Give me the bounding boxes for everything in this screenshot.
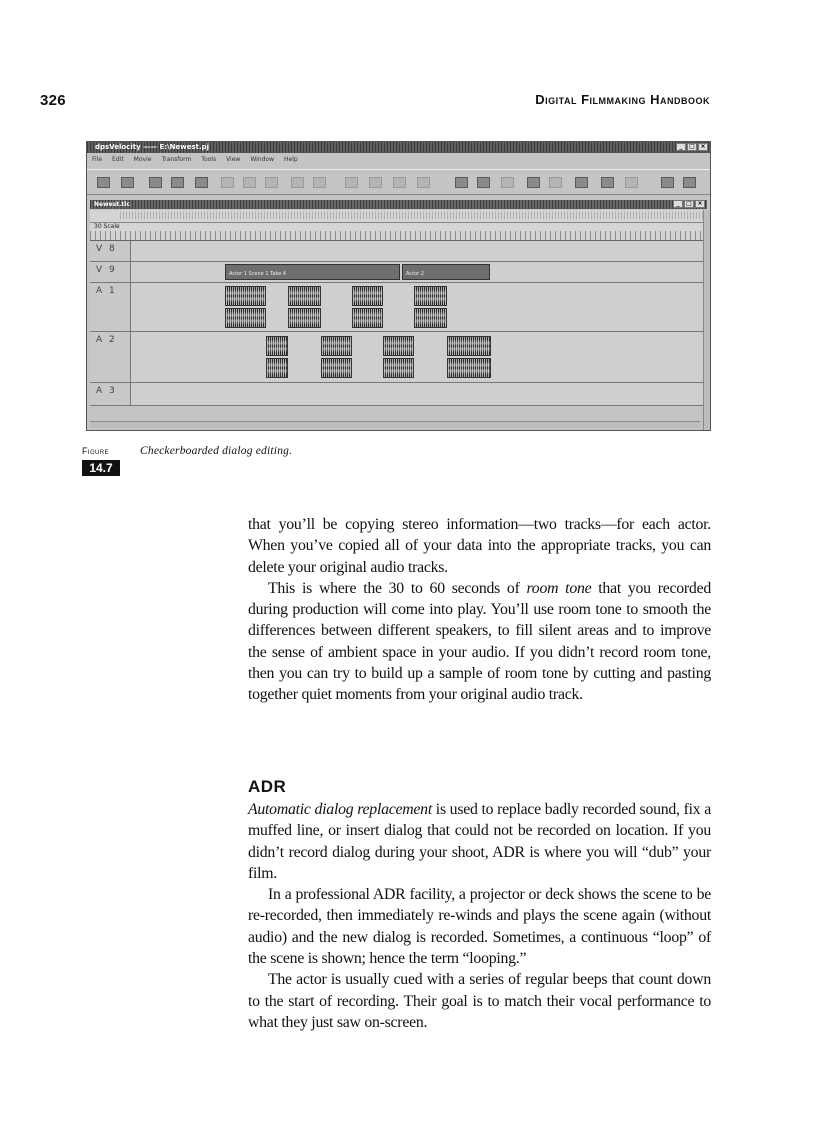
horizontal-scrollbar[interactable] [90, 421, 700, 428]
audio-clip[interactable] [352, 308, 383, 328]
figure-label: Figure [82, 446, 109, 456]
new-project-icon[interactable] [97, 177, 110, 188]
track-label: A 3 [96, 386, 117, 396]
save-as-icon[interactable] [171, 177, 184, 188]
video-clip[interactable] [402, 264, 490, 280]
transition-icon[interactable] [477, 177, 490, 188]
menu-view[interactable]: View [226, 156, 241, 163]
audio-clip[interactable] [414, 286, 447, 306]
body-text-before [248, 514, 711, 706]
menu-bar [87, 154, 710, 165]
audio-clip[interactable] [447, 336, 491, 356]
figure-caption: Checkerboarded dialog editing. [140, 445, 293, 457]
open-project-icon[interactable] [121, 177, 134, 188]
audio-clip[interactable] [288, 286, 321, 306]
audio-clip[interactable] [414, 308, 447, 328]
section-heading: ADR [248, 777, 287, 796]
toolbar [87, 169, 710, 195]
track-a3 [90, 383, 707, 406]
timeline-close-button[interactable]: × [695, 200, 705, 208]
paragraph: that you’ll be copying stereo information—two tracks—for each actor. When you’ve copied all of your data into the appropriate tracks, you can delete your original audio tracks. [248, 516, 711, 576]
effects-icon[interactable] [549, 177, 562, 188]
audio-clip[interactable] [288, 308, 321, 328]
page-number: 326 [40, 92, 66, 109]
audio-clip[interactable] [266, 336, 288, 356]
close-button[interactable]: × [698, 143, 708, 151]
scale-label: 30 Scale [94, 223, 120, 230]
track-header[interactable] [90, 283, 131, 331]
hand-icon[interactable] [625, 177, 638, 188]
audio-clip[interactable] [225, 286, 266, 306]
track-header[interactable] [90, 241, 131, 261]
menu-file[interactable]: File [92, 156, 103, 163]
figure-screenshot [86, 141, 711, 431]
paragraph: Automatic dialog replacement is used to replace badly recorded sound, fix a muffed line, or insert dialog that could not be recorded on location. If you didn’t record dialog during your shoot, ADR is where you will “dub” your film. [248, 801, 711, 882]
track-label: V 9 [96, 265, 117, 275]
monitor-icon[interactable] [661, 177, 674, 188]
audio-clip[interactable] [352, 286, 383, 306]
timeline-title-bar [90, 200, 707, 209]
timeline-window-title: Newest.tlc [94, 201, 130, 208]
paste-icon[interactable] [265, 177, 278, 188]
menu-help[interactable]: Help [284, 156, 298, 163]
vertical-scrollbar[interactable] [703, 210, 710, 430]
undo-icon[interactable] [291, 177, 304, 188]
track-header[interactable] [90, 332, 131, 382]
track-label: A 2 [96, 335, 117, 345]
timeline-maximize-button[interactable]: □ [684, 200, 694, 208]
split-icon[interactable] [417, 177, 430, 188]
audio-clip[interactable] [225, 308, 266, 328]
clip-label: Actor 2 [406, 271, 424, 277]
audio-clip[interactable] [321, 336, 352, 356]
storyboard-icon[interactable] [683, 177, 696, 188]
menu-edit[interactable]: Edit [112, 156, 124, 163]
minimize-button[interactable]: _ [676, 143, 686, 151]
menu-tools[interactable]: Tools [201, 156, 217, 163]
app-title-bar [87, 142, 710, 153]
track-header[interactable] [90, 262, 131, 282]
body-text-adr [248, 799, 711, 1033]
zoom-icon[interactable] [601, 177, 614, 188]
term-room-tone: room tone [526, 579, 592, 597]
menu-movie[interactable]: Movie [133, 156, 152, 163]
volume-icon[interactable] [501, 177, 514, 188]
audio-clip[interactable] [447, 358, 491, 378]
clip-label: Actor 1 Scene 1 Take 4 [229, 271, 286, 277]
cut-icon[interactable] [221, 177, 234, 188]
title-icon[interactable] [527, 177, 540, 188]
paragraph: In a professional ADR facility, a projector or deck shows the scene to be re-recorded, then immediately re-winds and plays the scene again (without audio) and the new dialog is recorded. Sometimes, a continuous “loop” of the scene is shown; hence the term “looping.” [248, 886, 711, 968]
preview-icon[interactable] [369, 177, 382, 188]
track-label: A 1 [96, 286, 117, 296]
copy-icon[interactable] [243, 177, 256, 188]
marker-icon[interactable] [393, 177, 406, 188]
print-icon[interactable] [195, 177, 208, 188]
lock-icon[interactable] [575, 177, 588, 188]
track-header[interactable] [90, 383, 131, 405]
redo-icon[interactable] [313, 177, 326, 188]
track-v8 [90, 241, 707, 262]
track-label: V 8 [96, 244, 117, 254]
audio-clip[interactable] [383, 358, 414, 378]
track-a1 [90, 283, 707, 332]
render-icon[interactable] [345, 177, 358, 188]
term-adr: Automatic dialog replacement [248, 801, 432, 818]
figure-number: 14.7 [82, 460, 120, 476]
app-window-title: dpsVelocity —— E:\Newest.pj [95, 143, 210, 151]
save-icon[interactable] [149, 177, 162, 188]
timeline-minimize-button[interactable]: _ [673, 200, 683, 208]
audio-clip[interactable] [266, 358, 288, 378]
audio-clip[interactable] [321, 358, 352, 378]
timeline-ruler[interactable] [90, 210, 707, 241]
menu-window[interactable]: Window [250, 156, 274, 163]
running-head: Digital Filmmaking Handbook [535, 92, 710, 107]
paragraph: The actor is usually cued with a series of regular beeps that count down to the start of recording. Their goal is to match their vocal performance to what they just saw on-screen. [248, 971, 711, 1031]
maximize-button[interactable]: □ [687, 143, 697, 151]
track-a2 [90, 332, 707, 383]
paragraph: This is where the 30 to 60 seconds of room tone that you recorded during production will come into play. You’ll use room tone to smooth the differences between different speakers, to fill silent areas and to improve the sense of ambient space in your audio. If you didn’t record room tone, then you can try to build up a sample of room tone by cutting and pasting together quiet moments from your original audio track. [248, 579, 711, 704]
filter-icon[interactable] [455, 177, 468, 188]
audio-clip[interactable] [383, 336, 414, 356]
video-clip[interactable] [225, 264, 400, 280]
track-v9 [90, 262, 707, 283]
menu-transform[interactable]: Transform [161, 156, 192, 163]
